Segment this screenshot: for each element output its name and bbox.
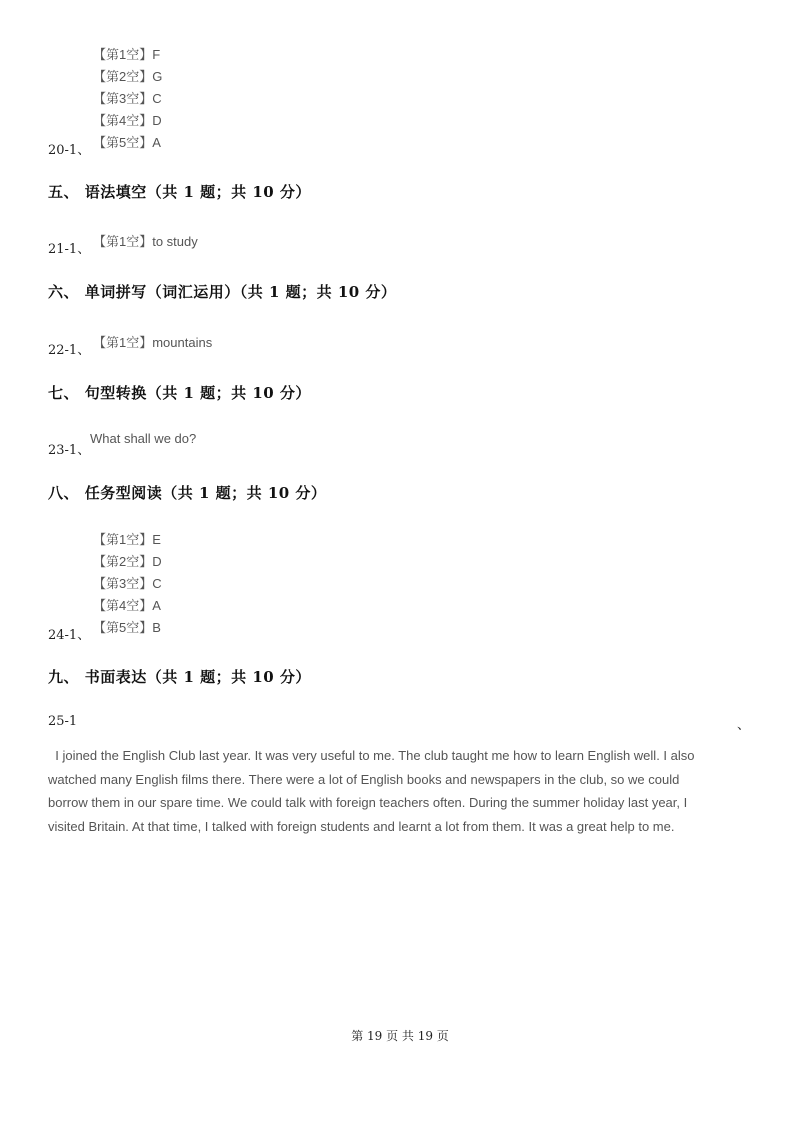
question-number: 24-1、 bbox=[48, 628, 91, 643]
section-heading: 六、 单词拼写（词汇运用）（共 1 题；共 10 分） bbox=[48, 283, 397, 301]
question-number: 23-1、 bbox=[48, 443, 91, 458]
question-number-mark: 、 bbox=[737, 718, 751, 733]
question-number: 25-1 bbox=[48, 714, 78, 729]
essay-answer bbox=[48, 744, 748, 838]
answer-blank: 【第4空】D bbox=[93, 113, 162, 128]
answer-blank: 【第3空】C bbox=[93, 91, 162, 106]
answer-blank: 【第1空】mountains bbox=[93, 335, 213, 350]
section-heading: 五、 语法填空（共 1 题；共 10 分） bbox=[48, 183, 311, 201]
essay-line: borrow them in our spare time. We could talk with foreign teachers often. During the summer holiday last year, I bbox=[48, 795, 688, 810]
question-number: 21-1、 bbox=[48, 242, 91, 257]
section-heading: 七、 句型转换（共 1 题；共 10 分） bbox=[48, 384, 311, 402]
answer-blank: 【第1空】F bbox=[93, 47, 161, 62]
answer-blank: 【第4空】A bbox=[93, 598, 161, 613]
section-heading: 九、 书面表达（共 1 题；共 10 分） bbox=[48, 668, 311, 686]
answer-blank: 【第5空】A bbox=[93, 135, 161, 150]
question-number: 20-1、 bbox=[48, 143, 91, 158]
answer-blank: 【第1空】to study bbox=[93, 234, 198, 249]
answer-text: What shall we do? bbox=[90, 431, 197, 446]
answer-blank: 【第1空】E bbox=[93, 532, 161, 547]
page-footer: 第 19 页 共 19 页 bbox=[351, 1029, 449, 1043]
question-number: 22-1、 bbox=[48, 343, 91, 358]
section-heading: 八、 任务型阅读（共 1 题；共 10 分） bbox=[48, 484, 327, 502]
answer-blank: 【第2空】G bbox=[93, 69, 163, 84]
essay-line: I joined the English Club last year. It was very useful to me. The club taught me how to learn English well. I also bbox=[48, 748, 695, 763]
answer-blank: 【第3空】C bbox=[93, 576, 162, 591]
answer-blank: 【第2空】D bbox=[93, 554, 162, 569]
answer-blank: 【第5空】B bbox=[93, 620, 161, 635]
essay-line: visited Britain. At that time, I talked with foreign students and learnt a lot from them. It was a great help to me. bbox=[48, 818, 675, 834]
essay-line: watched many English films there. There were a lot of English books and newspapers in the club, so we could bbox=[48, 771, 680, 787]
